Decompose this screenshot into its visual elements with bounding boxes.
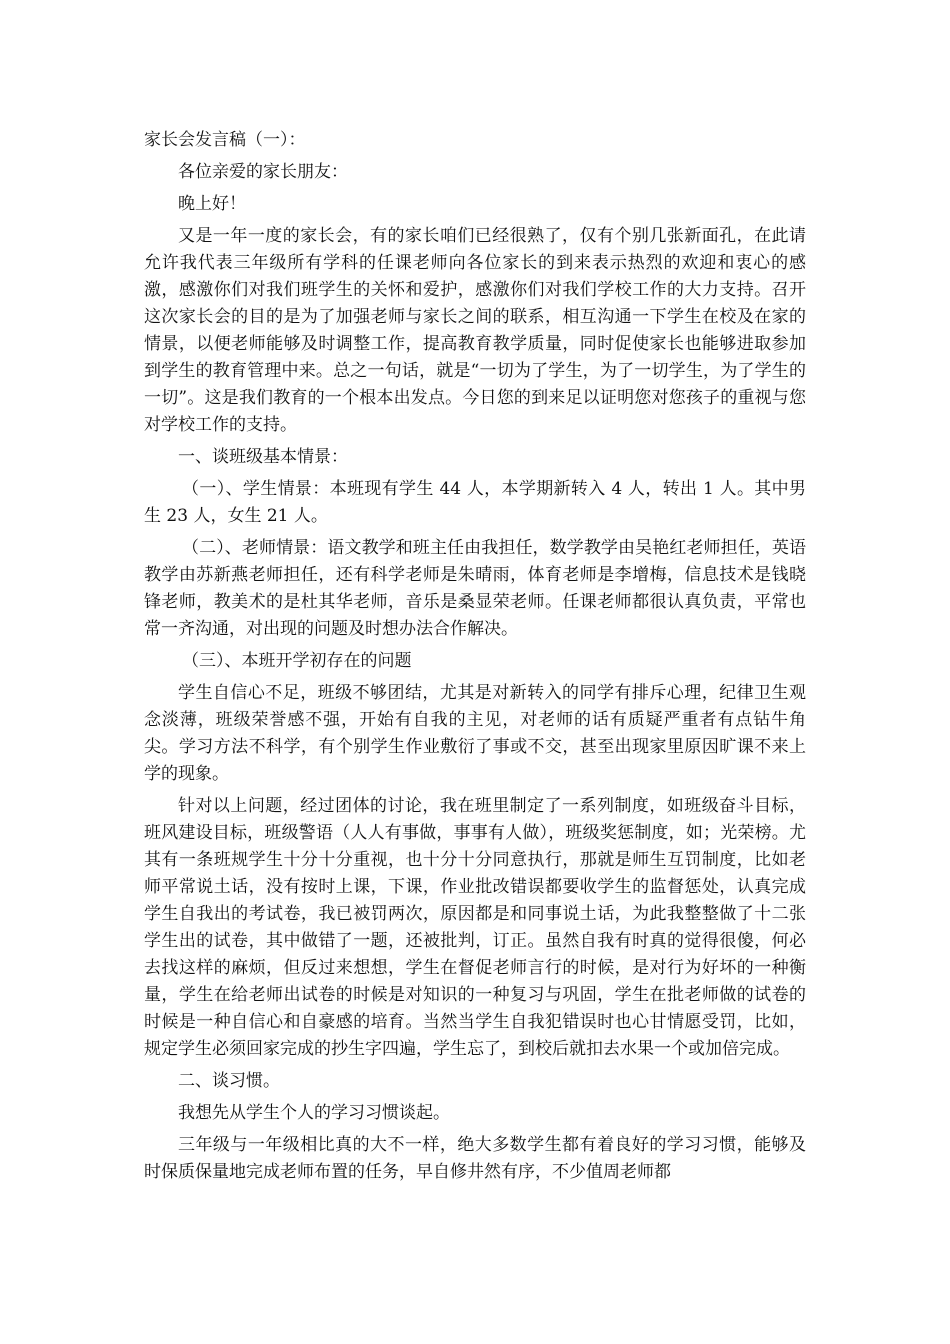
paragraph-problems: 学生自信心不足，班级不够团结，尤其是对新转入的同学有排斥心理，纪律卫生观念淡薄，班级荣誉感不强，开始有自我的主见，对老师的话有质疑严重者有点钻牛角尖。学习方法不科学，有个别学生作业敷衍了事或不交，甚至出现家里原因旷课不来上学的现象。 — [144, 683, 806, 784]
subheading-problems: （三）、本班开学初存在的问题 — [182, 651, 412, 671]
paragraph-student-situation: （一）、学生情景：本班现有学生 44 人，本学期新转入 4 人，转出 1 人。其中男生 23 人，女生 21 人。 — [144, 479, 806, 526]
paragraph-intro: 又是一年一度的家长会，有的家长咱们已经很熟了，仅有个别几张新面孔，在此请允许我代表三年级所有学科的任课老师向各位家长的到来表示热烈的欢迎和衷心的感激，感激你们对我们班学生的关怀和爱护，感激你们对我们学校工作的大力支持。召开这次家长会的目的是为了加强老师与家长之间的联系，相互沟通一下学生在校及在家的情景，以便老师能够及时调整工作，提高教育教学质量，同时促使家长也能够进取参加到学生的教育管理中来。总之一句话，就是“一切为了学生，为了一切学生，为了学生的一切”。这是我们教育的一个根本出发点。今日您的到来足以证明您对您孩子的重视与您对学校工作的支持。 — [144, 226, 806, 435]
section-heading-class-situation: 一、谈班级基本情景： — [178, 447, 348, 467]
paragraph-habits-intro: 我想先从学生个人的学习习惯谈起。 — [178, 1103, 450, 1123]
document-page — [144, 127, 806, 1191]
document-title: 家长会发言稿（一）： — [144, 130, 306, 150]
paragraph-measures: 针对以上问题，经过团体的讨论，我在班里制定了一系列制度，如班级奋斗目标，班风建设目标，班级警语（人人有事做，事事有人做），班级奖惩制度，如；光荣榜。尤其有一条班规学生十分十分重视，也十分十分同意执行，那就是师生互罚制度，比如老师平常说土话，没有按时上课，下课，作业批改错误都要收学生的监督惩处，认真完成学生自我出的考试卷，我已被罚两次，原因都是和同事说土话，为此我整整做了十二张学生出的试卷，其中做错了一题，还被批判，订正。虽然自我有时真的觉得很傻，何必去找这样的麻烦，但反过来想想，学生在督促老师言行的时候，是对行为好坏的一种衡量，学生在给老师出试卷的时候是对知识的一种复习与巩固，学生在批老师做的试卷的时候是一种自信心和自豪感的培育。当然当学生自我犯错误时也心甘情愿受罚，比如，规定学生必须回家完成的抄生字四遍，学生忘了，到校后就扣去水果一个或加倍完成。 — [144, 796, 806, 1059]
salutation: 各位亲爱的家长朋友： — [178, 162, 348, 182]
paragraph-teacher-situation: （二）、老师情景：语文教学和班主任由我担任，数学教学由吴艳红老师担任，英语教学由苏新燕老师担任，还有科学老师是朱晴雨，体育老师是李增梅，信息技术是钱晓锋老师，教美术的是杜其华老师，音乐是桑显荣老师。任课老师都很认真负责，平常也常一齐沟通，对出现的问题及时想办法合作解决。 — [144, 538, 806, 639]
greeting: 晚上好！ — [178, 194, 246, 214]
paragraph-habits-comparison: 三年级与一年级相比真的大不一样，绝大多数学生都有着良好的学习习惯，能够及时保质保量地完成老师布置的任务，早自修井然有序，不少值周老师都 — [144, 1135, 806, 1182]
section-heading-habits: 二、谈习惯。 — [178, 1071, 280, 1091]
